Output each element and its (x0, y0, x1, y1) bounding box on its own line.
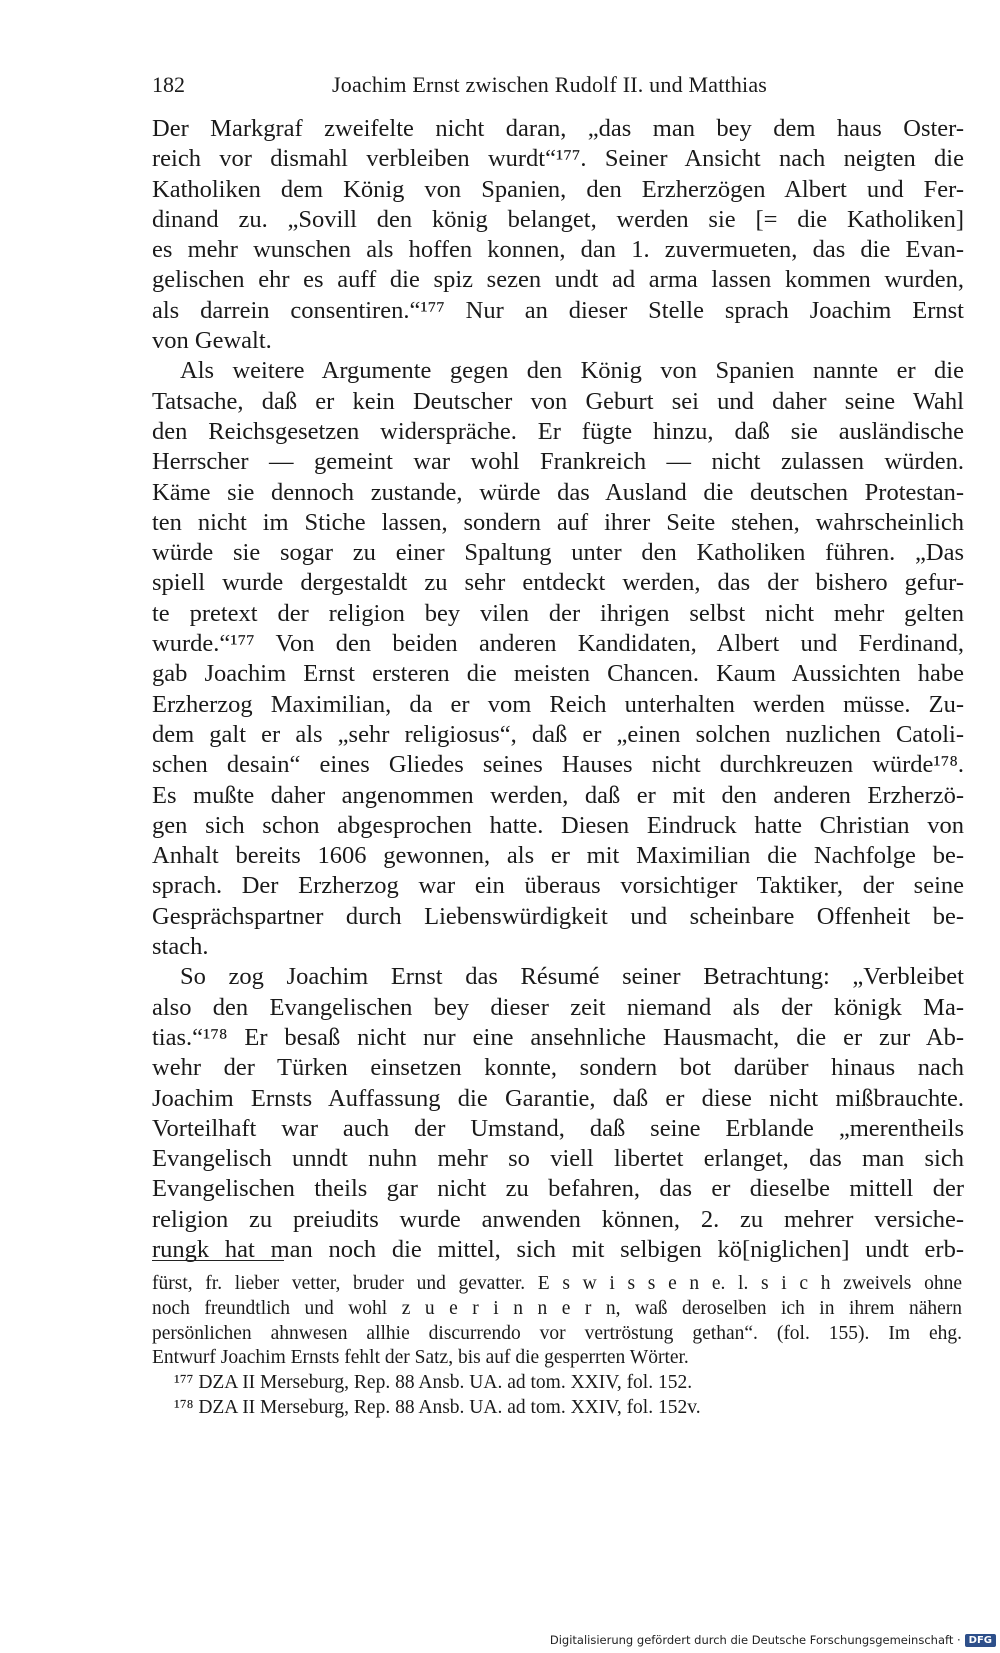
dfg-logo: DFG (965, 1634, 996, 1647)
body-line: So zog Joachim Ernst das Résumé seiner Betrachtung: „Verbleibet (180, 963, 964, 991)
body-line: reich vor dismahl verbleiben wurdt“¹⁷⁷. Seiner Ansicht nach neigten die (152, 145, 964, 173)
body-line: dinand zu. „Sovill den könig belanget, werden sie [= die Katholiken] (152, 205, 964, 233)
body-line: stach. (152, 933, 209, 961)
body-line: schen desain“ eines Gliedes seines Hauses nicht durchkreuzen würde¹⁷⁸. (152, 751, 964, 779)
body-line: Katholiken dem König von Spanien, den Erzherzögen Albert und Fer- (152, 175, 964, 203)
body-line: Gesprächspartner durch Liebenswürdigkeit und scheinbare Offenheit be- (152, 902, 964, 930)
body-line: Tatsache, daß er kein Deutscher von Geburt sei und daher seine Wahl (152, 387, 964, 415)
body-line: rungk hat man noch die mittel, sich mit selbigen kö[niglichen] undt erb- (152, 1235, 964, 1263)
body-line: würde sie sogar zu einer Spaltung unter den Katholiken führen. „Das (152, 539, 964, 567)
body-line: Es mußte daher angenommen werden, daß er mit den anderen Erzherzö- (152, 781, 964, 809)
body-line: tias.“¹⁷⁸ Er besaß nicht nur eine ansehnliche Hausmacht, die er zur Ab- (152, 1023, 964, 1051)
running-head: Joachim Ernst zwischen Rudolf II. und Matthias (332, 72, 768, 97)
footnotes (152, 1272, 962, 1421)
body-line: den Reichsgesetzen widerspräche. Er fügte hinzu, daß sie ausländische (152, 417, 964, 445)
body-line: Der Markgraf zweifelte nicht daran, „das man bey dem haus Oster- (152, 115, 964, 142)
body-line: also den Evangelischen bey dieser zeit niemand als der königk Ma- (152, 993, 964, 1021)
body-text (152, 114, 964, 1265)
body-line: ten nicht im Stiche lassen, sondern auf ihrer Seite stehen, wahrscheinlich (152, 508, 964, 536)
body-line: sprach. Der Erzherzog war ein überaus vorsichtiger Taktiker, der seine (152, 872, 964, 900)
page-number: 182 (152, 72, 185, 97)
body-line: von Gewalt. (152, 327, 272, 355)
body-line: Joachim Ernsts Auffassung die Garantie, daß er diese nicht mißbrauchte. (152, 1084, 964, 1112)
body-line: es mehr wunschen als hoffen konnen, dan 1. zuvermueten, das die Evan- (152, 236, 964, 264)
page-header (152, 72, 962, 106)
body-line: gab Joachim Ernst ersteren die meisten Chancen. Kaum Aussichten habe (152, 660, 964, 688)
footnote-line: fürst, fr. lieber vetter, bruder und gevatter. E s w i s s e n e. l. s i c h zweivels ohne (152, 1273, 962, 1294)
body-line: te pretext der religion bey vilen der ihrigen selbst nicht mehr gelten (152, 599, 964, 627)
footnote-178: ¹⁷⁸ DZA II Merseburg, Rep. 88 Ansb. UA. ad tom. XXIV, fol. 152v. (174, 1396, 701, 1418)
footnote-line: noch freundtlich und wohl z u e r i n n e r n, waß deroselben ich in ihrem nähern (152, 1297, 962, 1319)
body-line: gelischen ehr es auff die spiz sezen undt ad arma lassen kommen wurden, (152, 266, 964, 294)
body-line: wehr der Türken einsetzen konnte, sondern bot darüber hinaus nach (152, 1054, 964, 1082)
body-line: spiell wurde dergestaldt zu sehr entdeckt werden, das der bishero gefur- (152, 569, 964, 597)
digitization-credit (550, 1631, 996, 1649)
body-line: Vorteilhaft war auch der Umstand, daß seine Erblande „merentheils (152, 1114, 964, 1142)
body-line: religion zu preiudits wurde anwenden können, 2. zu mehrer versiche- (152, 1205, 964, 1233)
body-line: wurde.“¹⁷⁷ Von den beiden anderen Kandidaten, Albert und Ferdinand, (152, 630, 964, 658)
footnote-177: ¹⁷⁷ DZA II Merseburg, Rep. 88 Ansb. UA. ad tom. XXIV, fol. 152. (174, 1372, 693, 1394)
body-line: als darrein consentiren.“¹⁷⁷ Nur an dieser Stelle sprach Joachim Ernst (152, 296, 964, 324)
body-line: Evangelisch unndt nuhn mehr so viell libertet erlanget, das man sich (152, 1145, 964, 1173)
body-line: dem galt er als „sehr religiosus“, daß er „einen solchen nuzlichen Catoli- (152, 720, 964, 748)
body-line: Evangelischen theils gar nicht zu befahren, das er dieselbe mittell der (152, 1175, 964, 1203)
credit-text: Digitalisierung gefördert durch die Deutsche Forschungsgemeinschaft · (549, 1633, 961, 1647)
footnote-line: Entwurf Joachim Ernsts fehlt der Satz, bis auf die gesperrten Wörter. (152, 1347, 689, 1369)
body-line: gen sich schon abgesprochen hatte. Diesen Eindruck hatte Christian von (152, 811, 964, 839)
body-line: Käme sie dennoch zustande, würde das Ausland die deutschen Protestan- (152, 478, 964, 506)
body-line: Als weitere Argumente gegen den König von Spanien nannte er die (180, 357, 964, 385)
body-line: Erzherzog Maximilian, da er vom Reich unterhalten werden müsse. Zu- (152, 690, 964, 718)
footnote-divider (152, 1260, 284, 1261)
body-line: Herrscher — gemeint war wohl Frankreich — nicht zulassen würden. (152, 448, 964, 476)
footnote-line: persönlichen ahnwesen allhie discurrendo vor vertröstung gethan“. (fol. 155). Im ehg. (152, 1322, 962, 1344)
body-line: Anhalt bereits 1606 gewonnen, als er mit Maximilian die Nachfolge be- (152, 842, 964, 870)
